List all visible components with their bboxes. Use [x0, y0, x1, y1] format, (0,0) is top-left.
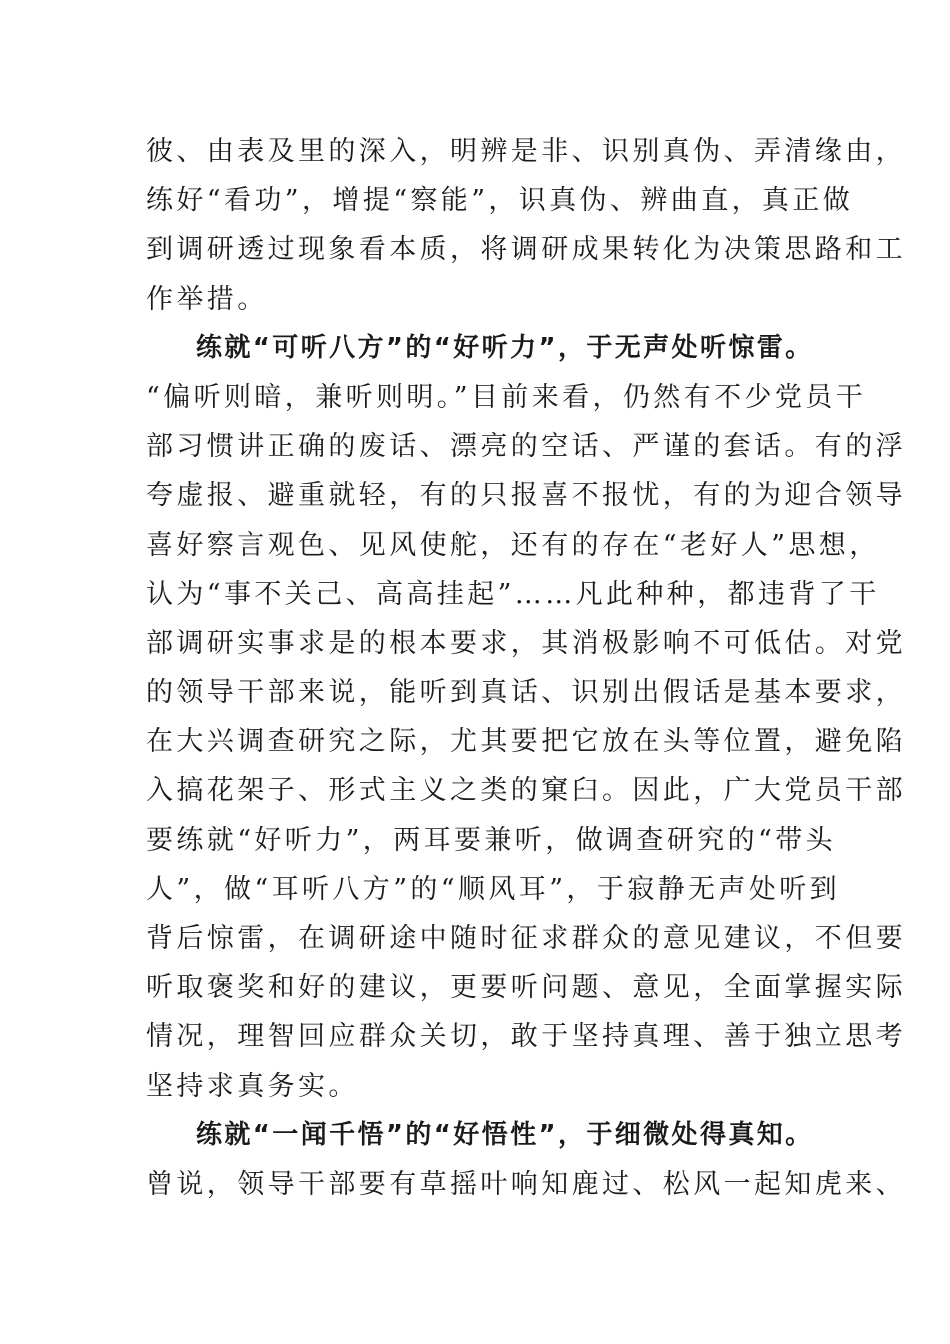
- body-line: 部调研实事求是的根本要求，其消极影响不可低估。对党: [146, 627, 906, 659]
- body-line: 到调研透过现象看本质，将调研成果转化为决策思路和工: [146, 234, 906, 266]
- body-line: 入搞花架子、形式主义之类的窠臼。因此，广大党员干部: [146, 775, 906, 807]
- body-line: 听取褒奖和好的建议，更要听问题、意见，全面掌握实际: [146, 972, 906, 1004]
- body-line: 部习惯讲正确的废话、漂亮的空话、严谨的套话。有的浮: [146, 431, 906, 463]
- body-line: 人”，做“耳听八方”的“顺风耳”，于寂静无声处听到: [146, 873, 841, 905]
- article-body: [146, 127, 906, 1209]
- body-line: 要练就“好听力”，两耳要兼听，做调查研究的“带头: [146, 824, 837, 856]
- body-line: 的领导干部来说，能听到真话、识别出假话是基本要求，: [146, 677, 906, 709]
- body-line: 背后惊雷，在调研途中随时征求群众的意见建议，不但要: [146, 923, 906, 954]
- section-heading: 练就“一闻千悟”的“好悟性”，于细微处得真知。: [196, 1119, 814, 1150]
- body-line: 喜好察言观色、见风使舵，还有的存在“老好人”思想，: [146, 529, 880, 561]
- body-line: 坚持求真务实。: [146, 1070, 359, 1102]
- body-line: 情况，理智回应群众关切，敢于坚持真理、善于独立思考: [146, 1021, 906, 1053]
- body-line: 作举措。: [146, 283, 268, 315]
- body-line: 彼、由表及里的深入，明辨是非、识别真伪、弄清缘由，: [146, 136, 906, 167]
- body-line: “偏听则暗，兼听则明。”目前来看，仍然有不少党员干: [146, 381, 867, 413]
- body-line: 夸虚报、避重就轻，有的只报喜不报忧，有的为迎合领导: [146, 480, 906, 512]
- body-line: 在大兴调查研究之际，尤其要把它放在头等位置，避免陷: [146, 726, 906, 758]
- body-line: 认为“事不关己、高高挂起”……凡此种种，都违背了干: [146, 578, 880, 610]
- body-line: 练好“看功”，增提“察能”，识真伪、辨曲直，真正做: [146, 185, 854, 217]
- section-heading: 练就“可听八方”的“好听力”，于无声处听惊雷。: [196, 332, 814, 363]
- body-line: 曾说，领导干部要有草摇叶响知鹿过、松风一起知虎来、: [146, 1168, 906, 1200]
